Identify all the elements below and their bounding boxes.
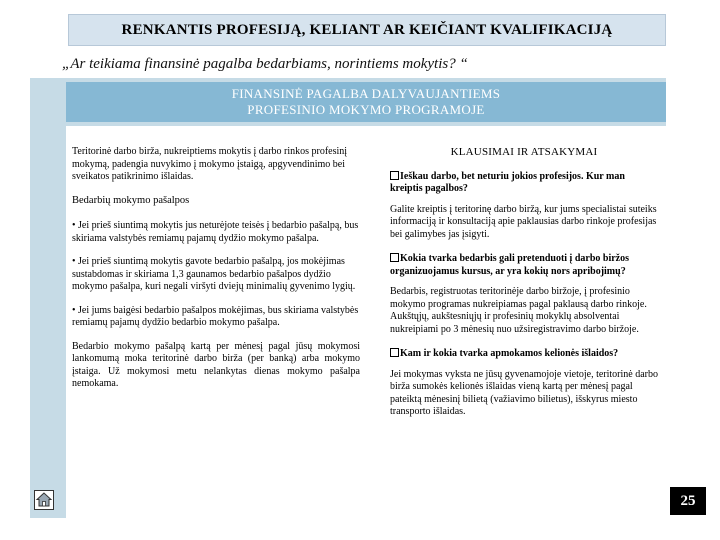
checkbox-icon [390,253,399,262]
left-column [72,146,360,402]
faq-answer-1: Galite kreiptis į teritorinę darbo biržą, kur jums specialistai suteiks informaciją ir konsultaciją apie paklausias darbo rinkoje profesijas bei galimybes jas įsigyti. [390,203,657,240]
question-subtitle: „Ar teikiama finansinė pagalba bedarbiams, norintiems mokytis? “ [62,56,468,72]
page-number: 25 [670,487,706,515]
panel-header-line1: FINANSINĖ PAGALBA DALYVAUJANTIEMS [231,86,501,101]
faq-question-1-text: Ieškau darbo, bet neturiu jokios profesijos. Kur man kreiptis pagalbos? [390,170,625,194]
faq-heading: KLAUSIMAI IR ATSAKYMAI [450,146,598,158]
right-column [390,146,658,431]
allowances-heading: Bedarbių mokymo pašalpos [72,194,190,206]
checkbox-icon [390,348,399,357]
faq-question-2 [390,253,658,278]
faq-answer-2: Bedarbis, registruotas teritorinėje darbo biržoje, į profesinio mokymo programas nukreipiamas pagal paklausą darbo rinkoje. Aukštųjų, aukštesniųjų ir profesinių mokyklų absolventai nukreipiami po 3 mėnesių nuo užsiregistravimo darbo biržoje. [390,286,647,335]
allowance-bullet-1: • Jei prieš siuntimą mokytis jus neturėjote teisės į bedarbio pašalpą, bus skiriama valstybės remiamų pajamų dydžio mokymo pašalpa. [72,220,359,244]
intro-paragraph: Teritorinė darbo birža, nukreiptiems mokytis į darbo rinkos profesinį mokymą, padengia nuvykimo į mokymo įstaigą, apgyvendinimo bei sveikatos patikrinimo išlaidas. [72,146,348,182]
allowance-bullet-2: • Jei prieš siuntimą mokytis gavote bedarbio pašalpą, jos mokėjimas sustabdomas ir skiriama 1,3 gaunamos bedarbio pašalpos dydžio mokymo pašalpa, kuri negali viršyti dviejų minimalių gyvenimo lygių. [72,256,356,292]
panel-header [66,82,666,122]
closing-paragraph: Bedarbio mokymo pašalpą kartą per mėnesį pagal jūsų mokymosi lankomumą moka teritorinė darbo birža (per banką) arba mokymo įstaiga. Už mokymosi metu nelankytas dienas mokymo pašalpa nemokama. [72,340,360,389]
allowance-bullet-3: • Jei jums baigėsi bedarbio pašalpos mokėjimas, bus skiriama valstybės remiamų pajamų dydžio bedarbio mokymo pašalpa. [72,304,359,328]
faq-answer-3: Jei mokymas vyksta ne jūsų gyvenamojoje vietoje, teritorinė darbo birža sumokės kelionės išlaidas vieną kartą per mėnesį pagal pateiktą mėnesinį bilietą (važiavimo bilietus), išskyrus miesto transporto išlaidas. [390,368,658,417]
home-icon-graphic [35,491,53,509]
faq-question-2-text: Kokia tvarka bedarbis gali pretenduoti į darbo biržos organizuojamus kursus, ar yra kokių nors apribojimų? [390,253,630,277]
checkbox-icon [390,171,399,180]
faq-question-1 [390,171,658,196]
faq-question-3 [390,348,658,361]
faq-question-3-text: Kam ir kokia tvarka apmokamos kelionės išlaidos? [400,348,619,359]
page-title: RENKANTIS PROFESIJĄ, KELIANT AR KEIČIANT KVALIFIKACIJĄ [68,14,666,46]
panel-header-line2: PROFESINIO MOKYMO PROGRAMOJE [247,102,485,117]
home-icon[interactable] [34,490,54,510]
